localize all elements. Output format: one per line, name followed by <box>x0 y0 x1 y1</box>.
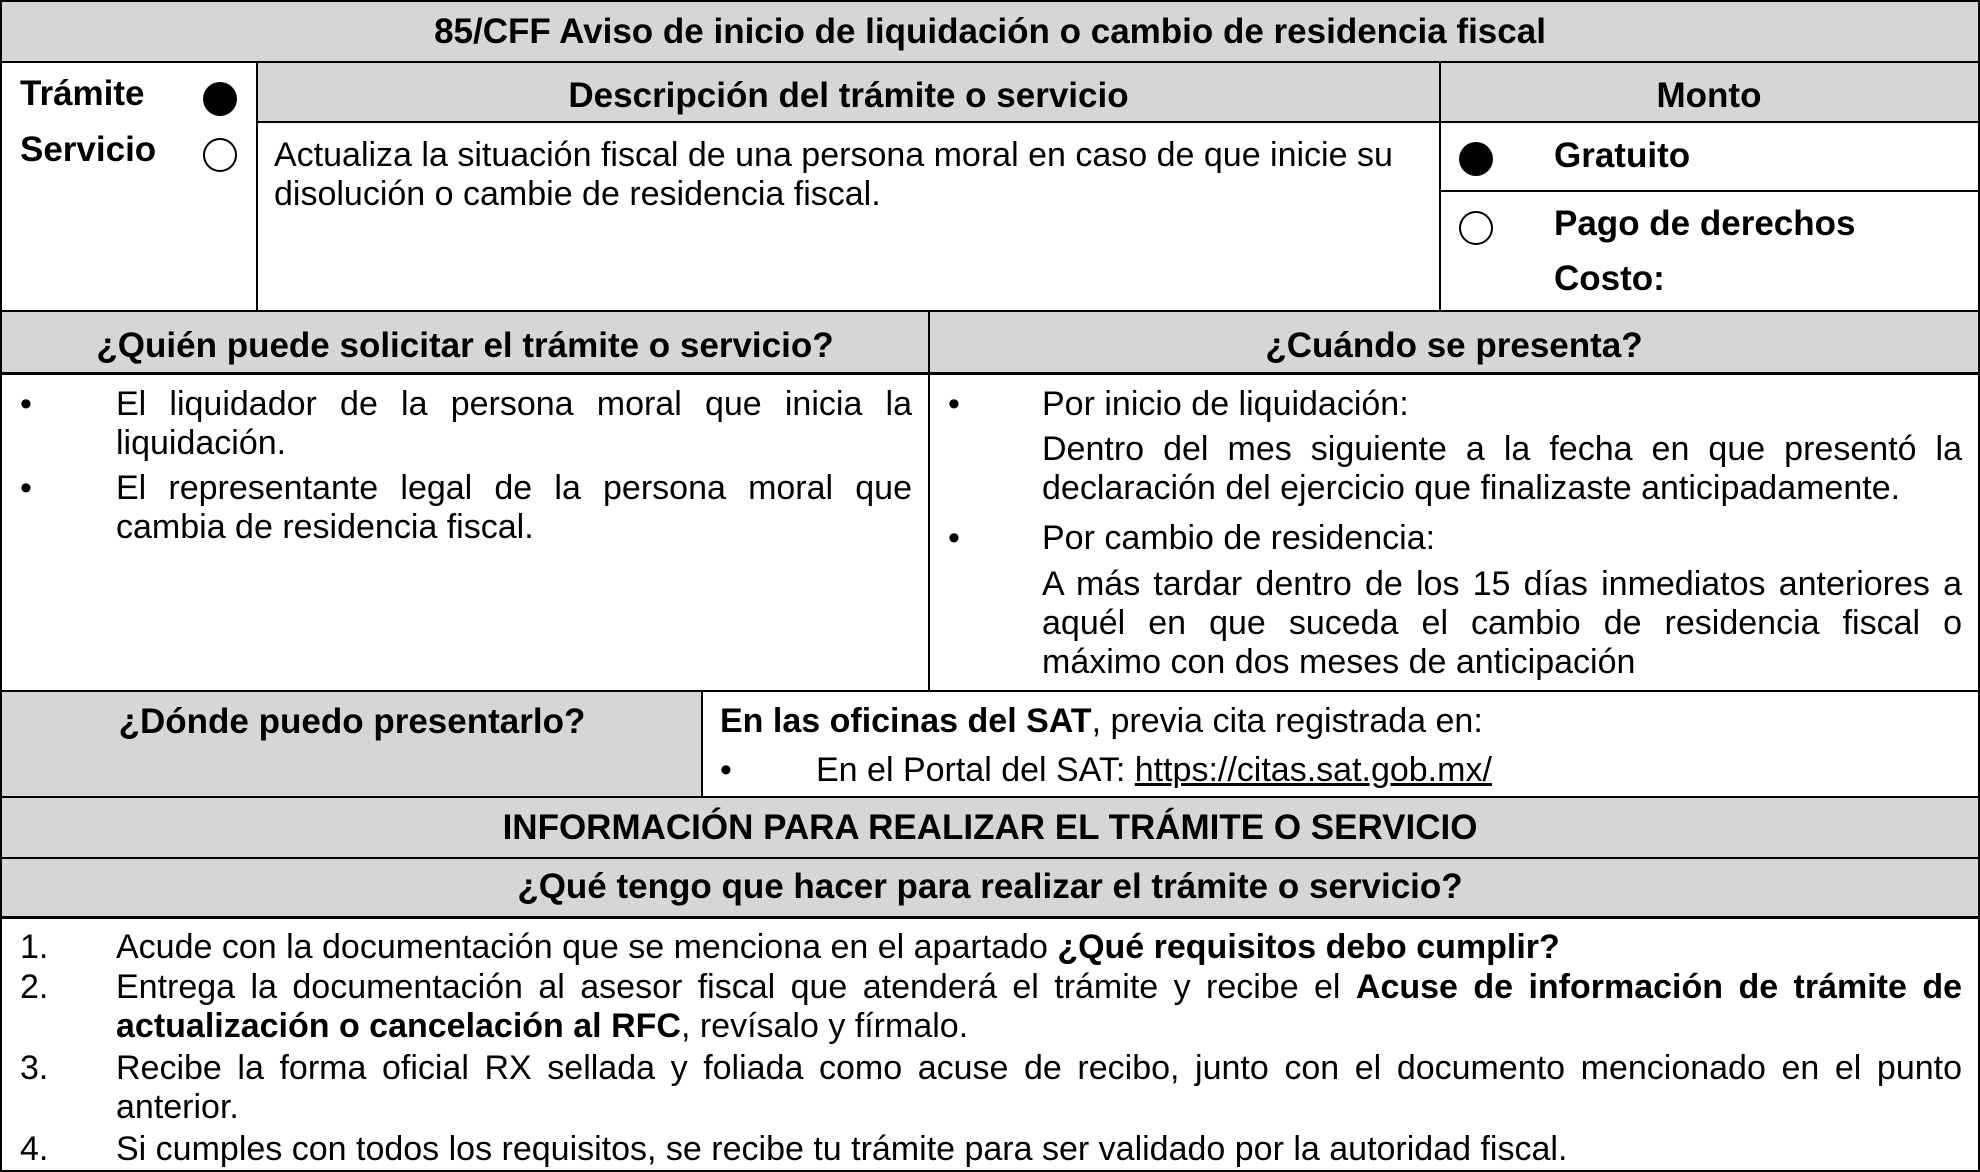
step-2-pre: Entrega la documentación al asesor fiscal que atenderá el trámite y recibe el <box>116 968 1356 1006</box>
donde-header: ¿Dónde puedo presentarlo? <box>118 702 586 741</box>
gratuito-radio-filled-icon[interactable] <box>1459 142 1493 176</box>
rule-desc-header <box>256 121 1980 123</box>
step-1-bold: ¿Qué requisitos debo cumplir? <box>1057 928 1560 966</box>
descripcion-text: Actualiza la situación fiscal de una persona moral en caso de que inicie su disolución o cambie de residencia fiscal. <box>274 136 1393 213</box>
info-header: INFORMACIÓN PARA REALIZAR EL TRÁMITE O SERVICIO <box>502 808 1478 847</box>
monto-header: Monto <box>1656 76 1762 115</box>
rule-quien-cuando <box>928 310 930 691</box>
donde-bullet: • <box>720 751 732 789</box>
step-2-text <box>116 968 1962 1046</box>
step-2-post: , revísalo y fírmalo. <box>680 1007 969 1045</box>
cuando-item-1-title: Por inicio de liquidación: <box>1042 385 1409 423</box>
quien-header: ¿Quién puede solicitar el trámite o servicio? <box>96 326 834 365</box>
cuando-bullet-1: • <box>948 385 960 423</box>
quien-item-2: El representante legal de la persona moral que cambia de residencia fiscal. <box>116 469 912 546</box>
rule-info-mid <box>0 857 1980 859</box>
cuando-item-1-detail: Dentro del mes siguiente a la fecha en que presentó la declaración del ejercicio que finalizaste anticipadamente. <box>1042 430 1962 507</box>
rule-quien-top <box>0 310 1980 312</box>
cuando-item-2-detail: A más tardar dentro de los 15 días inmediatos anteriores a aquél en que suceda el cambio de residencia fiscal o máximo con dos meses de anticipación <box>1042 565 1962 681</box>
border-left <box>0 0 2 1172</box>
rule-info-bottom <box>0 916 1980 919</box>
step-4-number: 4. <box>20 1130 49 1168</box>
step-4-text: Si cumples con todos los requisitos, se recibe tu trámite para ser validado por la autoridad fiscal. <box>116 1130 1568 1168</box>
step-1-number: 1. <box>20 928 49 966</box>
servicio-label: Servicio <box>20 130 157 169</box>
step-2-number: 2. <box>20 968 49 1006</box>
rule-title <box>0 61 1980 63</box>
donde-portal <box>816 751 1956 790</box>
donde-lead-bold: En las oficinas del SAT <box>720 702 1092 740</box>
rule-quien-header <box>0 372 1980 375</box>
cuando-item-2-title: Por cambio de residencia: <box>1042 519 1436 557</box>
descripcion-header: Descripción del trámite o servicio <box>568 76 1129 115</box>
costo-label: Costo: <box>1554 259 1665 298</box>
pago-label: Pago de derechos <box>1554 204 1856 243</box>
rule-info-top <box>0 796 1980 798</box>
pago-radio-empty-icon[interactable] <box>1459 211 1493 245</box>
cuando-bullet-2: • <box>948 519 960 557</box>
step-1-pre: Acude con la documentación que se menciona en el apartado <box>116 928 1058 966</box>
donde-lead <box>720 702 1960 741</box>
tramite-label: Trámite <box>20 74 145 113</box>
donde-lead-rest: , previa cita registrada en: <box>1091 702 1483 740</box>
portal-link[interactable]: https://citas.sat.gob.mx/ <box>1134 751 1492 789</box>
quien-item-1: El liquidador de la persona moral que inicia la liquidación. <box>116 385 912 462</box>
step-2-bold: Acuse de información de trámite de actualización o cancelación al RFC <box>116 968 1963 1045</box>
cuando-header: ¿Cuándo se presenta? <box>1265 326 1643 365</box>
servicio-radio-empty-icon[interactable] <box>203 138 237 172</box>
page-title: 85/CFF Aviso de inicio de liquidación o cambio de residencia fiscal <box>434 12 1546 51</box>
portal-label: En el Portal del SAT: <box>816 751 1135 789</box>
step-3-number: 3. <box>20 1049 49 1087</box>
rule-gratuito <box>1439 190 1980 192</box>
step-1-text <box>116 928 1962 967</box>
rule-donde-top <box>0 690 1980 692</box>
gratuito-label: Gratuito <box>1554 136 1691 175</box>
border-top <box>0 0 1980 2</box>
tramite-radio-filled-icon[interactable] <box>203 82 237 116</box>
quien-bullet-1: • <box>20 385 32 423</box>
quien-bullet-2: • <box>20 469 32 507</box>
step-3-text: Recibe la forma oficial RX sellada y foliada como acuse de recibo, junto con el documento mencionado en el punto anterior. <box>116 1049 1962 1126</box>
que-hacer-header: ¿Qué tengo que hacer para realizar el trámite o servicio? <box>517 867 1463 906</box>
